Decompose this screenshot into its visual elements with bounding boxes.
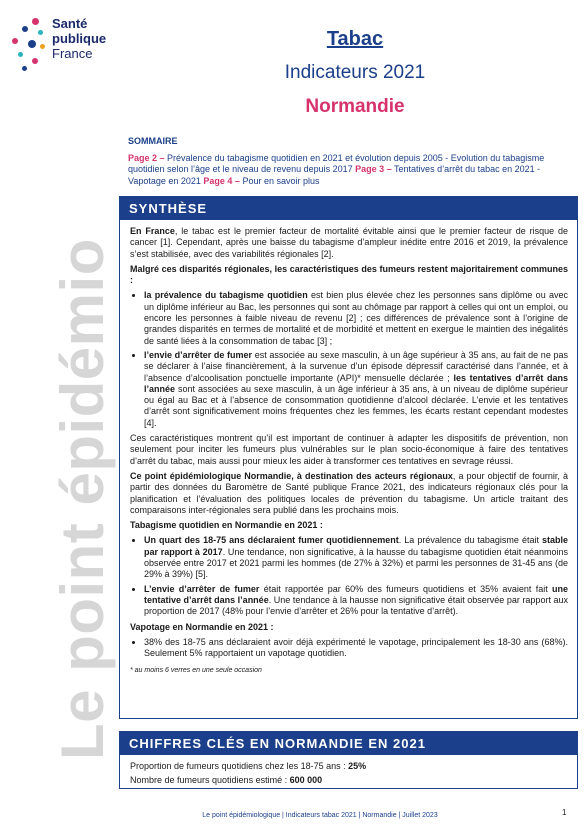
key-figure-value: 25%	[348, 761, 367, 771]
bold-text: Malgré ces disparités régionales, les caractéristiques des fumeurs restent majoritairement communes :	[130, 263, 568, 286]
section-subheading	[130, 622, 568, 633]
synthesis-body	[130, 226, 568, 677]
paragraph-text: , a pour objectif de fournir, à partir des données du Baromètre de Santé publique France 2021, des indicateurs régionaux clés pour la planification et l’évaluation des politiques locales de prévention du tabagisme. Un article traitant des comparaisons inter-régionales sera publié dans les prochains mois.	[130, 470, 568, 515]
region-title: Normandie	[305, 96, 405, 117]
page-footer: Le point épidémiologique | Indicateurs tabac 2021 | Normandie | Juillet 2023	[202, 812, 438, 819]
toc-page3-text[interactable]: Tentatives d’arrêt du tabac en 2021 - Vapotage en 2021	[128, 164, 541, 186]
bold-text: l’envie d’arrêter de fumer	[144, 349, 253, 360]
list-item	[144, 290, 568, 346]
toc-page4-text[interactable]: Pour en savoir plus	[239, 175, 320, 186]
logo-dot	[32, 58, 38, 64]
page-subtitle: Indicateurs 2021	[284, 62, 426, 83]
logo-dot	[22, 66, 27, 71]
key-figure-label: Nombre de fumeurs quotidiens estimé :	[130, 775, 290, 785]
toc-heading: SOMMAIRE	[128, 136, 178, 146]
list-item	[144, 350, 568, 429]
section-subheading	[130, 520, 568, 531]
page-number: 1	[562, 808, 567, 817]
toc-page4-link[interactable]: Page 4 –	[203, 175, 240, 186]
logo-dot	[40, 44, 45, 49]
logo-dot	[22, 26, 28, 32]
publication-banner: Le point épidémio	[49, 238, 116, 760]
list-item	[144, 584, 568, 618]
synthesis-paragraph	[130, 471, 568, 516]
list-item	[144, 535, 568, 580]
list-text: . La prévalence du tabagisme était	[398, 535, 542, 546]
bold-text: Vapotage en Normandie en 2021 :	[130, 621, 274, 632]
logo-dot	[38, 30, 43, 35]
bold-text: une tentative d’arrêt dans l’année	[144, 583, 568, 605]
logo-dot	[28, 40, 36, 48]
key-figure-label: Proportion de fumeurs quotidiens chez les 18-75 ans :	[130, 761, 349, 771]
bold-text: la prévalence du tabagisme quotidien	[144, 290, 308, 301]
page-title: Tabac	[326, 28, 384, 50]
key-figure-smokers-count	[130, 775, 322, 785]
list-text: était rapportée par 60% des fumeurs quotidiens et 35% avaient fait	[259, 583, 552, 594]
toc-page2-link[interactable]: Page 2 –	[128, 152, 165, 163]
paragraph-text: , le tabac est le premier facteur de mortalité évitable ainsi que le premier facteur de risque de cancer [1]. Cependant, après une baisse du tabagisme d’ampleur inédite entre 2016 et 2019, la prévalence s’est stabilisée, avec des variabilités régionales [2].	[130, 226, 569, 259]
list-text: . Une tendance, non significative, à la hausse du tabagisme quotidien était néanmoins observée entre 2017 et 2021 parmi les hommes (de 27% à 32%) et parmi les personnes de 31-45 ans (de 29% à 39%) [5].	[144, 546, 568, 580]
synthesis-heading: SYNTHÈSE	[119, 196, 578, 220]
list-text: est bien plus élevée chez les personnes sans diplôme ou avec un diplôme inférieur au Bac, les personnes qui sont au chômage par rapport à celles qui ont un emploi, ou encore les personnes à faible niveau de revenu [2] ; ces différences de prévalence sont à l’origine de grandes disparités en termes de mortalité et de morbidité et mettent en exergue le maintien des inégalités de santé liées à la consommation de tabac [3] ;	[144, 290, 568, 346]
toc-page3-link[interactable]: Page 3 –	[355, 164, 392, 174]
logo-text-line3: France	[52, 46, 93, 61]
logo-text-line2: publique	[52, 31, 107, 46]
tabagisme-list	[130, 535, 568, 617]
vapotage-list	[130, 637, 568, 660]
list-text: est associée au sexe masculin, à un âge supérieur à 35 ans, au fait de ne pas se déclarer à l’aise financièrement, à la survenue d’un épisode dépressif caractérisé dans l’année, et à l’absence d’alcoolisation ponctuelle importante (API)* mensuelle déclarée ;	[144, 349, 568, 383]
bold-text: En France	[130, 226, 175, 236]
spf-logo	[8, 12, 128, 82]
table-of-contents	[128, 136, 573, 187]
key-figure-smokers-pct	[130, 761, 366, 771]
list-text: . Une tendance à la hausse non significative était observée par rapport aux proportion de 2017 (48% pour l’envie d’arrêter et 26% pour la tentative d’arrêt).	[144, 594, 569, 617]
key-figure-value: 600 000	[289, 775, 323, 785]
logo-dot	[32, 18, 39, 25]
bold-text: Un quart des 18-75 ans déclaraient fumer quotidiennement	[144, 535, 399, 546]
key-figures-heading: CHIFFRES CLÉS EN NORMANDIE EN 2021	[119, 731, 578, 755]
list-text: sont associées au sexe masculin, à un âge inférieur à 35 ans, à un niveau de diplôme supérieur ou égal au Bac et à l’absence de consommation quotidienne d’alcool déclarée. L’envie et les tentatives d’arrêt sont significativement moins fréquentes chez les femmes, les écarts restant cependant modestes [4].	[144, 383, 568, 428]
bold-text: stable par rapport à 2017	[144, 535, 569, 557]
logo-text-line1: Santé	[52, 16, 88, 31]
bold-text: Ce point épidémiologique Normandie, à destination des acteurs régionaux	[130, 470, 453, 481]
toc-page2-text[interactable]: Prévalence du tabagisme quotidien en 2021 et évolution depuis 2005 - Evolution du tabagisme quotidien selon l’âge et le niveau de revenu depuis 2017	[128, 152, 545, 174]
synthesis-paragraph: Ces caractéristiques montrent qu’il est important de continuer à adapter les dispositifs de prévention, non seulement pour inciter les fumeurs plus vulnérables sur le plan socio-économique à faire des tentatives d’arrêt du tabac, mais aussi pour mieux les aider à transformer ces tentatives en sevrage réussi.	[130, 433, 568, 466]
logo-dot	[18, 52, 23, 57]
footnote: * au moins 6 verres en une seule occasion	[130, 667, 262, 675]
list-item: • 38% des 18-75 ans déclaraient avoir déjà expérimenté le vapotage, principalement les 18-30 ans (68%). Seulement 5% rapportaient un vapotage quotidien.	[144, 637, 568, 660]
bold-text: Tabagisme quotidien en Normandie en 2021 :	[130, 520, 323, 531]
logo-dot	[12, 38, 18, 44]
bold-text: les tentatives d’arrêt dans l’année	[144, 372, 568, 394]
synthesis-paragraph	[130, 226, 568, 260]
bold-text: L’envie d’arrêter de fumer	[144, 583, 260, 594]
synthesis-paragraph	[130, 264, 568, 287]
characteristics-list	[130, 290, 568, 429]
